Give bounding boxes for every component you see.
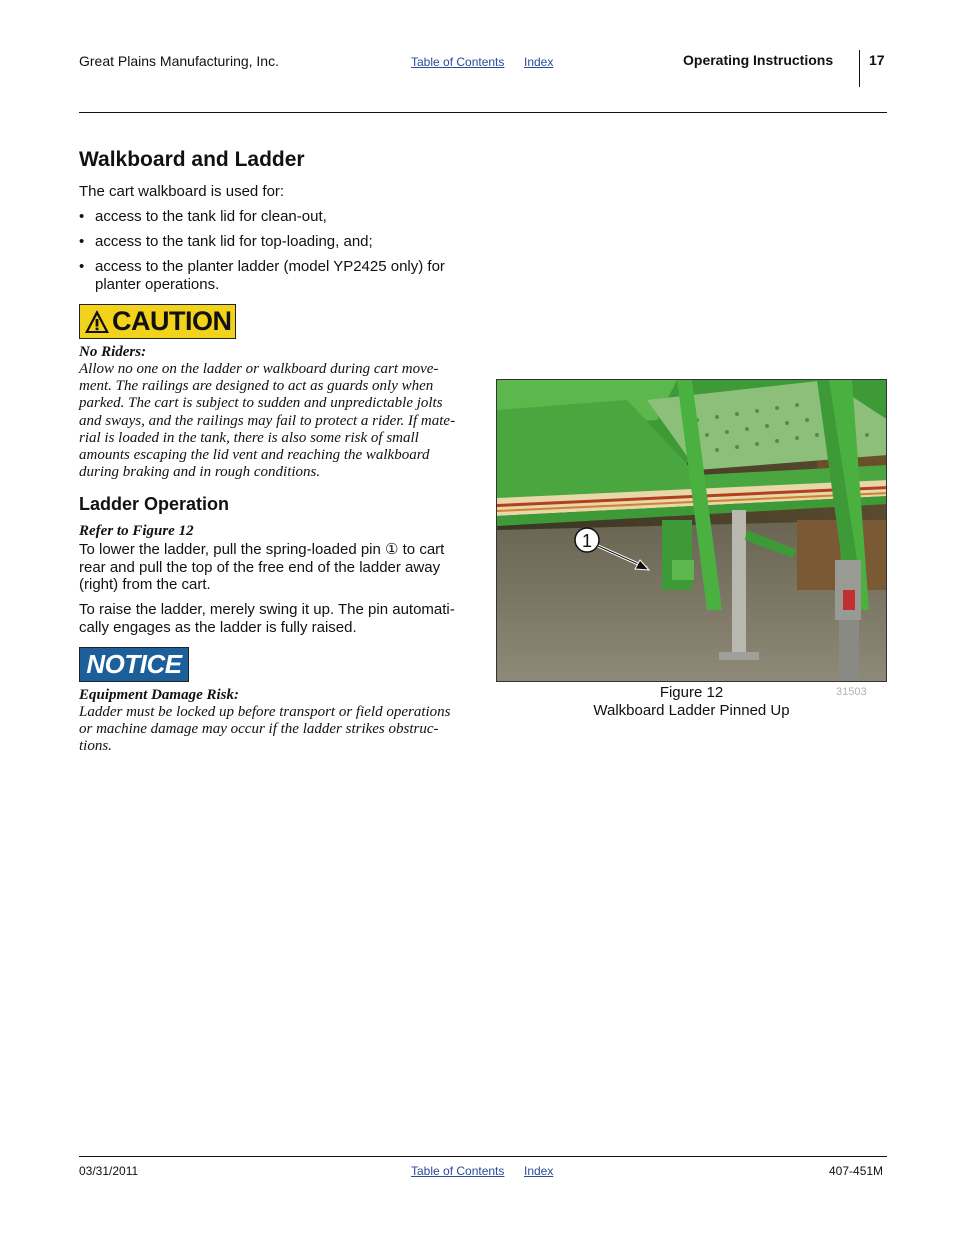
walkboard-ladder-photo (497, 380, 887, 682)
header-index-link[interactable]: Index (524, 55, 554, 69)
page-title: Walkboard and Ladder (79, 148, 305, 171)
figure-code: 31503 (836, 686, 867, 698)
caution-label: CAUTION (112, 306, 232, 336)
footer-index-link[interactable]: Index (524, 1164, 554, 1178)
figure-caption-title: Walkboard Ladder Pinned Up (593, 702, 790, 719)
footer-doc-number: 407-451M (829, 1164, 884, 1178)
footer-rule (79, 1156, 887, 1157)
intro-text: The cart walkboard is used for: (79, 183, 285, 200)
notice-label: NOTICE (86, 649, 182, 679)
header-company: Great Plains Manufacturing, Inc. (79, 53, 279, 69)
header-section-title: Operating Instructions (683, 52, 834, 68)
notice-text: Ladder must be locked up before transport or field operations or machine damage may occur if the ladder strikes obstruc- tions. (79, 704, 451, 755)
header-rule (79, 112, 887, 113)
footer-toc-link[interactable]: Table of Contents (411, 1164, 505, 1178)
paragraph-lower-ladder: To lower the ladder, pull the spring-loaded pin ① to cart rear and pull the top of the free end of the ladder away (right) from the cart. (79, 541, 445, 593)
bullet-icon: • (79, 233, 85, 250)
footer-date: 03/31/2011 (79, 1164, 139, 1178)
bullet-icon: • (79, 258, 85, 275)
figure-reference: Refer to Figure 12 (79, 523, 194, 539)
caution-badge (79, 304, 236, 339)
warning-triangle-icon (84, 309, 110, 335)
notice-badge (79, 647, 189, 682)
figure-caption-number: Figure 12 (659, 684, 724, 701)
bullet-icon: • (79, 208, 85, 225)
callout-label: 1 (581, 531, 593, 551)
list-item: • access to the tank lid for top-loading, and; (79, 233, 373, 250)
header-divider (859, 50, 860, 87)
caution-text: Allow no one on the ladder or walkboard during cart move- ment. The railings are designed to act as guards only when parked. The cart is subject to sudden and unpredictable jolts and sways, and the railings may fail to protect a rider. If mate- rial is loaded in the tank, there is also some risk of small amounts escaping the lid vent and reaching the walkboard during braking and in rough conditions. (79, 361, 456, 481)
page-number: 17 (869, 52, 885, 68)
list-item: • access to the planter ladder (model YP2425 only) for planter operations. (79, 258, 445, 293)
list-item: • access to the tank lid for clean-out, (79, 208, 327, 225)
section-heading: Ladder Operation (79, 494, 230, 514)
caution-heading: No Riders: (79, 344, 147, 360)
notice-heading: Equipment Damage Risk: (79, 687, 240, 703)
header-toc-link[interactable]: Table of Contents (411, 55, 505, 69)
figure-photo (496, 379, 887, 682)
paragraph-raise-ladder: To raise the ladder, merely swing it up. The pin automati- cally engages as the ladder is fully raised. (79, 601, 455, 636)
